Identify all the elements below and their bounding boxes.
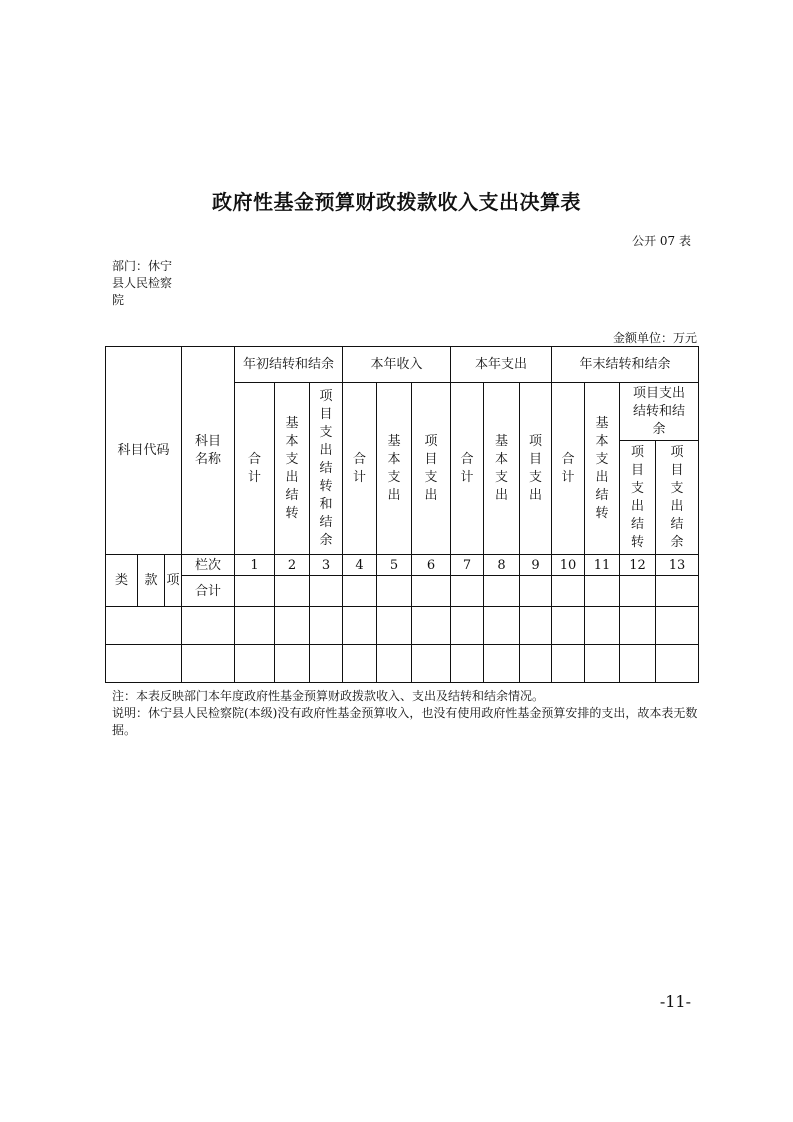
table-cell [656,576,699,607]
header-project-exp: 项目支出 [412,383,451,555]
table-cell [310,607,343,645]
notes [112,688,702,739]
table-cell [377,645,412,683]
header-basic-exp: 基本支出 [484,383,520,555]
table-cell [451,607,484,645]
table-cell [343,645,377,683]
table-cell [275,576,310,607]
column-number: 8 [484,555,520,576]
department-label: 部门：休宁县人民检察院 [112,259,173,307]
table-cell [343,576,377,607]
table-cell [520,645,552,683]
table-cell [235,645,275,683]
header-total: 合计 [552,383,585,555]
table-row [106,607,699,645]
table-cell [484,607,520,645]
table-cell [552,607,585,645]
header-total: 合计 [451,383,484,555]
table-cell [520,607,552,645]
header-subject-name: 科目名称 [182,347,235,555]
table-cell [310,576,343,607]
table-cell [620,645,656,683]
table-cell [235,576,275,607]
table-cell [412,607,451,645]
column-number: 1 [235,555,275,576]
table-cell [585,576,620,607]
header-project-carry: 项目支出结转 [620,441,656,555]
column-number: 13 [656,555,699,576]
form-number: 公开 07 表 [632,234,691,248]
table-cell [484,576,520,607]
column-number: 2 [275,555,310,576]
header-basic-carry: 基本支出结转 [585,383,620,555]
table-cell [656,645,699,683]
column-number: 6 [412,555,451,576]
table-cell [182,645,235,683]
amount-unit: 金额单位：万元 [612,331,697,345]
column-number: 4 [343,555,377,576]
table-row-total [106,576,699,607]
table-cell [343,607,377,645]
table-cell [275,607,310,645]
table-cell [310,645,343,683]
header-expense: 本年支出 [451,347,552,383]
header-project-exp: 项目支出 [520,383,552,555]
header-column-index: 栏次 [182,555,235,576]
column-number: 12 [620,555,656,576]
table-cell [552,576,585,607]
column-number: 9 [520,555,552,576]
budget-table [105,346,699,683]
table-cell [585,645,620,683]
header-item: 项 [165,555,182,607]
table-cell [377,576,412,607]
table-cell [275,645,310,683]
header-basic-exp: 基本支出 [377,383,412,555]
table-cell [484,645,520,683]
header-basic-carry: 基本支出结转 [275,383,310,555]
page-number: -11- [659,992,691,1011]
note-text: 注：本表反映部门本年度政府性基金预算财政拨款收入、支出及结转和结余情况。 [112,689,545,703]
table-cell [106,645,182,683]
table-cell [412,576,451,607]
column-number: 7 [451,555,484,576]
table-cell [656,607,699,645]
table-cell [520,576,552,607]
table-cell [235,607,275,645]
header-subject-code: 科目代码 [106,347,182,555]
header-project-balance: 项目支出结余 [656,441,699,555]
header-begin-balance: 年初结转和结余 [235,347,343,383]
table-cell [182,607,235,645]
table-cell [451,645,484,683]
page-title: 政府性基金预算财政拨款收入支出决算表 [212,190,581,214]
table-cell [620,576,656,607]
table-cell [585,607,620,645]
table-cell [451,576,484,607]
header-income: 本年收入 [343,347,451,383]
header-total: 合计 [235,383,275,555]
column-number: 11 [585,555,620,576]
header-end-balance: 年末结转和结余 [552,347,699,383]
column-number: 10 [552,555,585,576]
header-project-carry-balance: 项目支出结转和结余 [310,383,343,555]
table-cell [377,607,412,645]
table-cell [412,645,451,683]
header-class: 类 [106,555,138,607]
table-cell [552,645,585,683]
column-number: 5 [377,555,412,576]
header-project-carry-balance-group: 项目支出结转和结余 [620,383,699,441]
table-row [106,645,699,683]
header-section: 款 [138,555,165,607]
table-cell [620,607,656,645]
column-number: 3 [310,555,343,576]
explanation-text: 说明：休宁县人民检察院(本级)没有政府性基金预算收入，也没有使用政府性基金预算安排的支出，故本表无数据。 [112,706,698,737]
table-cell [106,607,182,645]
header-total: 合计 [343,383,377,555]
total-row-label: 合计 [182,576,235,607]
